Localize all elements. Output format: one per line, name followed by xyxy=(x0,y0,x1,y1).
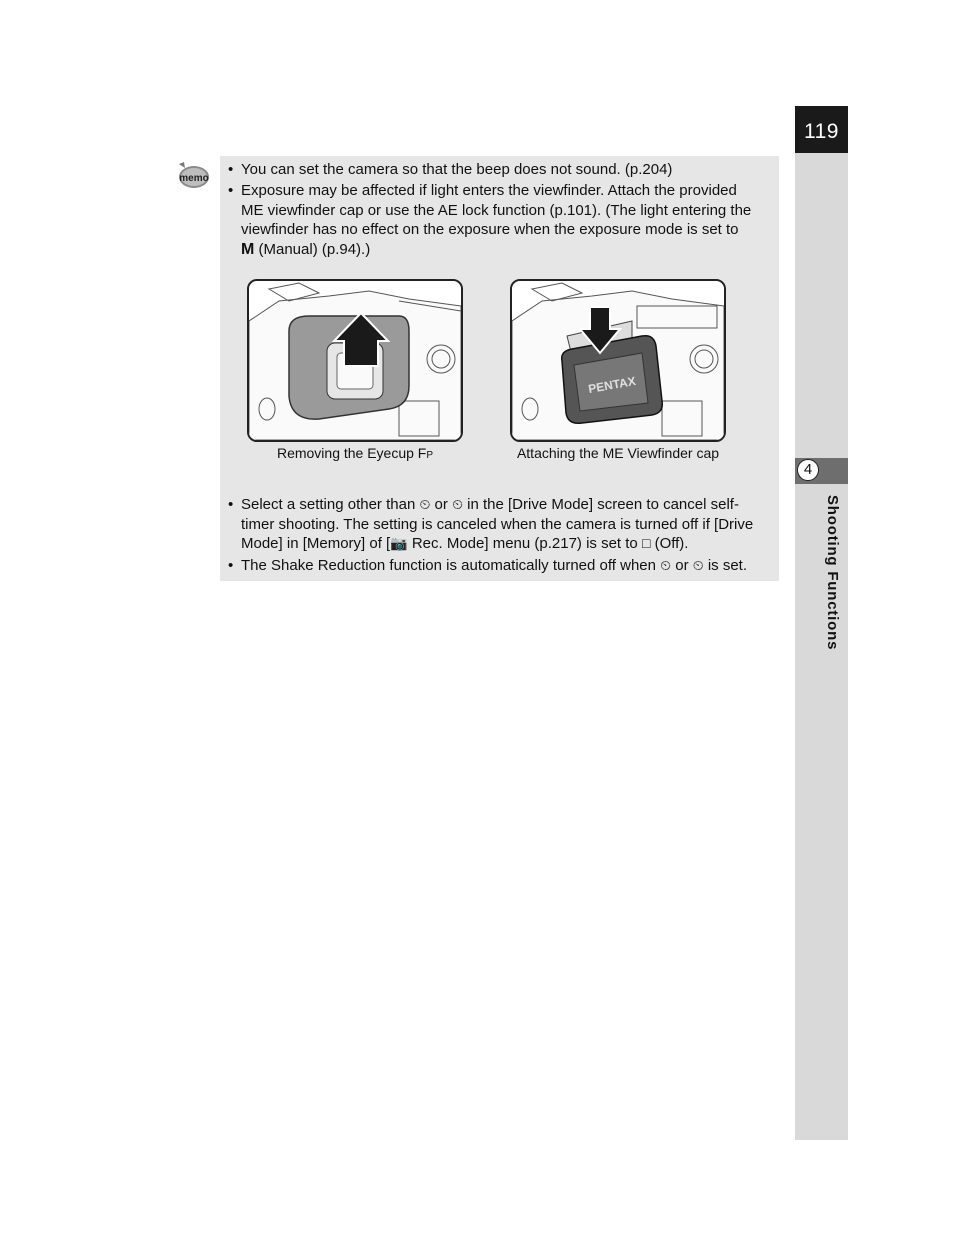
caption-remove-eyecup xyxy=(247,445,463,461)
bullet-2-line-3: viewfinder has no effect on the exposure when the exposure mode is set to xyxy=(241,221,739,239)
page-number: 119 xyxy=(804,120,839,143)
bullet-3-line-3-c: (Off). xyxy=(654,535,689,553)
bullet-4-or: or xyxy=(675,557,689,574)
memo-icon xyxy=(175,160,211,190)
memo-icon-label: memo xyxy=(179,173,209,184)
off-box-icon: □ xyxy=(641,535,651,552)
bullet-1-text: You can set the camera so that the beep does not sound. (p.204) xyxy=(241,161,673,178)
figure-attach-cap xyxy=(510,279,726,442)
chapter-number: 4 xyxy=(797,459,819,481)
figure-remove-eyecup xyxy=(247,279,463,442)
chapter-title: Shooting Functions xyxy=(824,495,841,651)
bullet-3-line-3-b: Rec. Mode] menu (p.217) is set to xyxy=(411,535,638,553)
bullet-4-text-c: is set. xyxy=(707,557,748,574)
self-timer-icon: ⏲ xyxy=(419,496,431,512)
self-timer-2s-icon: ⏲ xyxy=(452,496,463,512)
viewfinder-cap-illustration xyxy=(512,281,724,440)
memo-bullet-4: • The Shake Reduction function is automatically turned off when ⏲ or ⏲ is set. xyxy=(228,557,748,574)
caption-remove-eyecup-main: Removing the Eyecup F xyxy=(276,445,427,461)
bullet-3-or: or xyxy=(434,496,448,513)
bullet-2-line-2: ME viewfinder cap or use the AE lock function (p.101). (The light entering the xyxy=(241,201,752,219)
pentax-logo-text: PENTAX xyxy=(587,373,637,397)
bullet-3-text-c: in the [Drive Mode] screen to cancel self- xyxy=(467,496,739,513)
camera-icon: 📷 xyxy=(390,535,408,552)
memo-bullet-3: • Select a setting other than ⏲ or ⏲ in the [Drive Mode] screen to cancel self- timer shooting. The setting is canceled when the camera is turned off if [Drive Mode] in [Memory] of [📷 Rec. Mode] menu (p.217) is set to □ (Off). xyxy=(228,496,754,553)
bullet-4-text-a: The Shake Reduction function is automatically turned off when xyxy=(241,557,656,574)
manual-mode-icon: M xyxy=(241,240,255,258)
bullet-3-text-a: Select a setting other than xyxy=(241,496,416,513)
memo-bullet-2: • Exposure may be affected if light enters the viewfinder. Attach the provided ME viewfinder cap or use the AE lock function (p.101). (The light entering the viewfinder has no effect on the exposure when the exposure mode is set to M (Manual) (p.94).) xyxy=(228,182,752,258)
self-timer-icon: ⏲ xyxy=(660,557,672,573)
bullet-3-line-3-a: Mode] in [Memory] of [ xyxy=(241,535,391,553)
bullet-2-line-4: (Manual) (p.94).) xyxy=(258,240,371,258)
memo-bullet-1: • You can set the camera so that the beep does not sound. (p.204) xyxy=(228,161,673,178)
bullet-2-line-1: Exposure may be affected if light enters the viewfinder. Attach the provided xyxy=(241,182,737,199)
chapter-tab xyxy=(795,458,848,484)
caption-attach-cap: Attaching the ME Viewfinder cap xyxy=(516,445,720,461)
page-number-box xyxy=(795,106,848,153)
self-timer-2s-icon: ⏲ xyxy=(692,557,704,573)
caption-remove-eyecup-sub: P xyxy=(426,450,434,461)
eyecup-removal-illustration xyxy=(249,281,461,440)
bullet-3-line-2: timer shooting. The setting is canceled when the camera is turned off if [Drive xyxy=(241,515,754,533)
memo-box xyxy=(220,156,779,581)
